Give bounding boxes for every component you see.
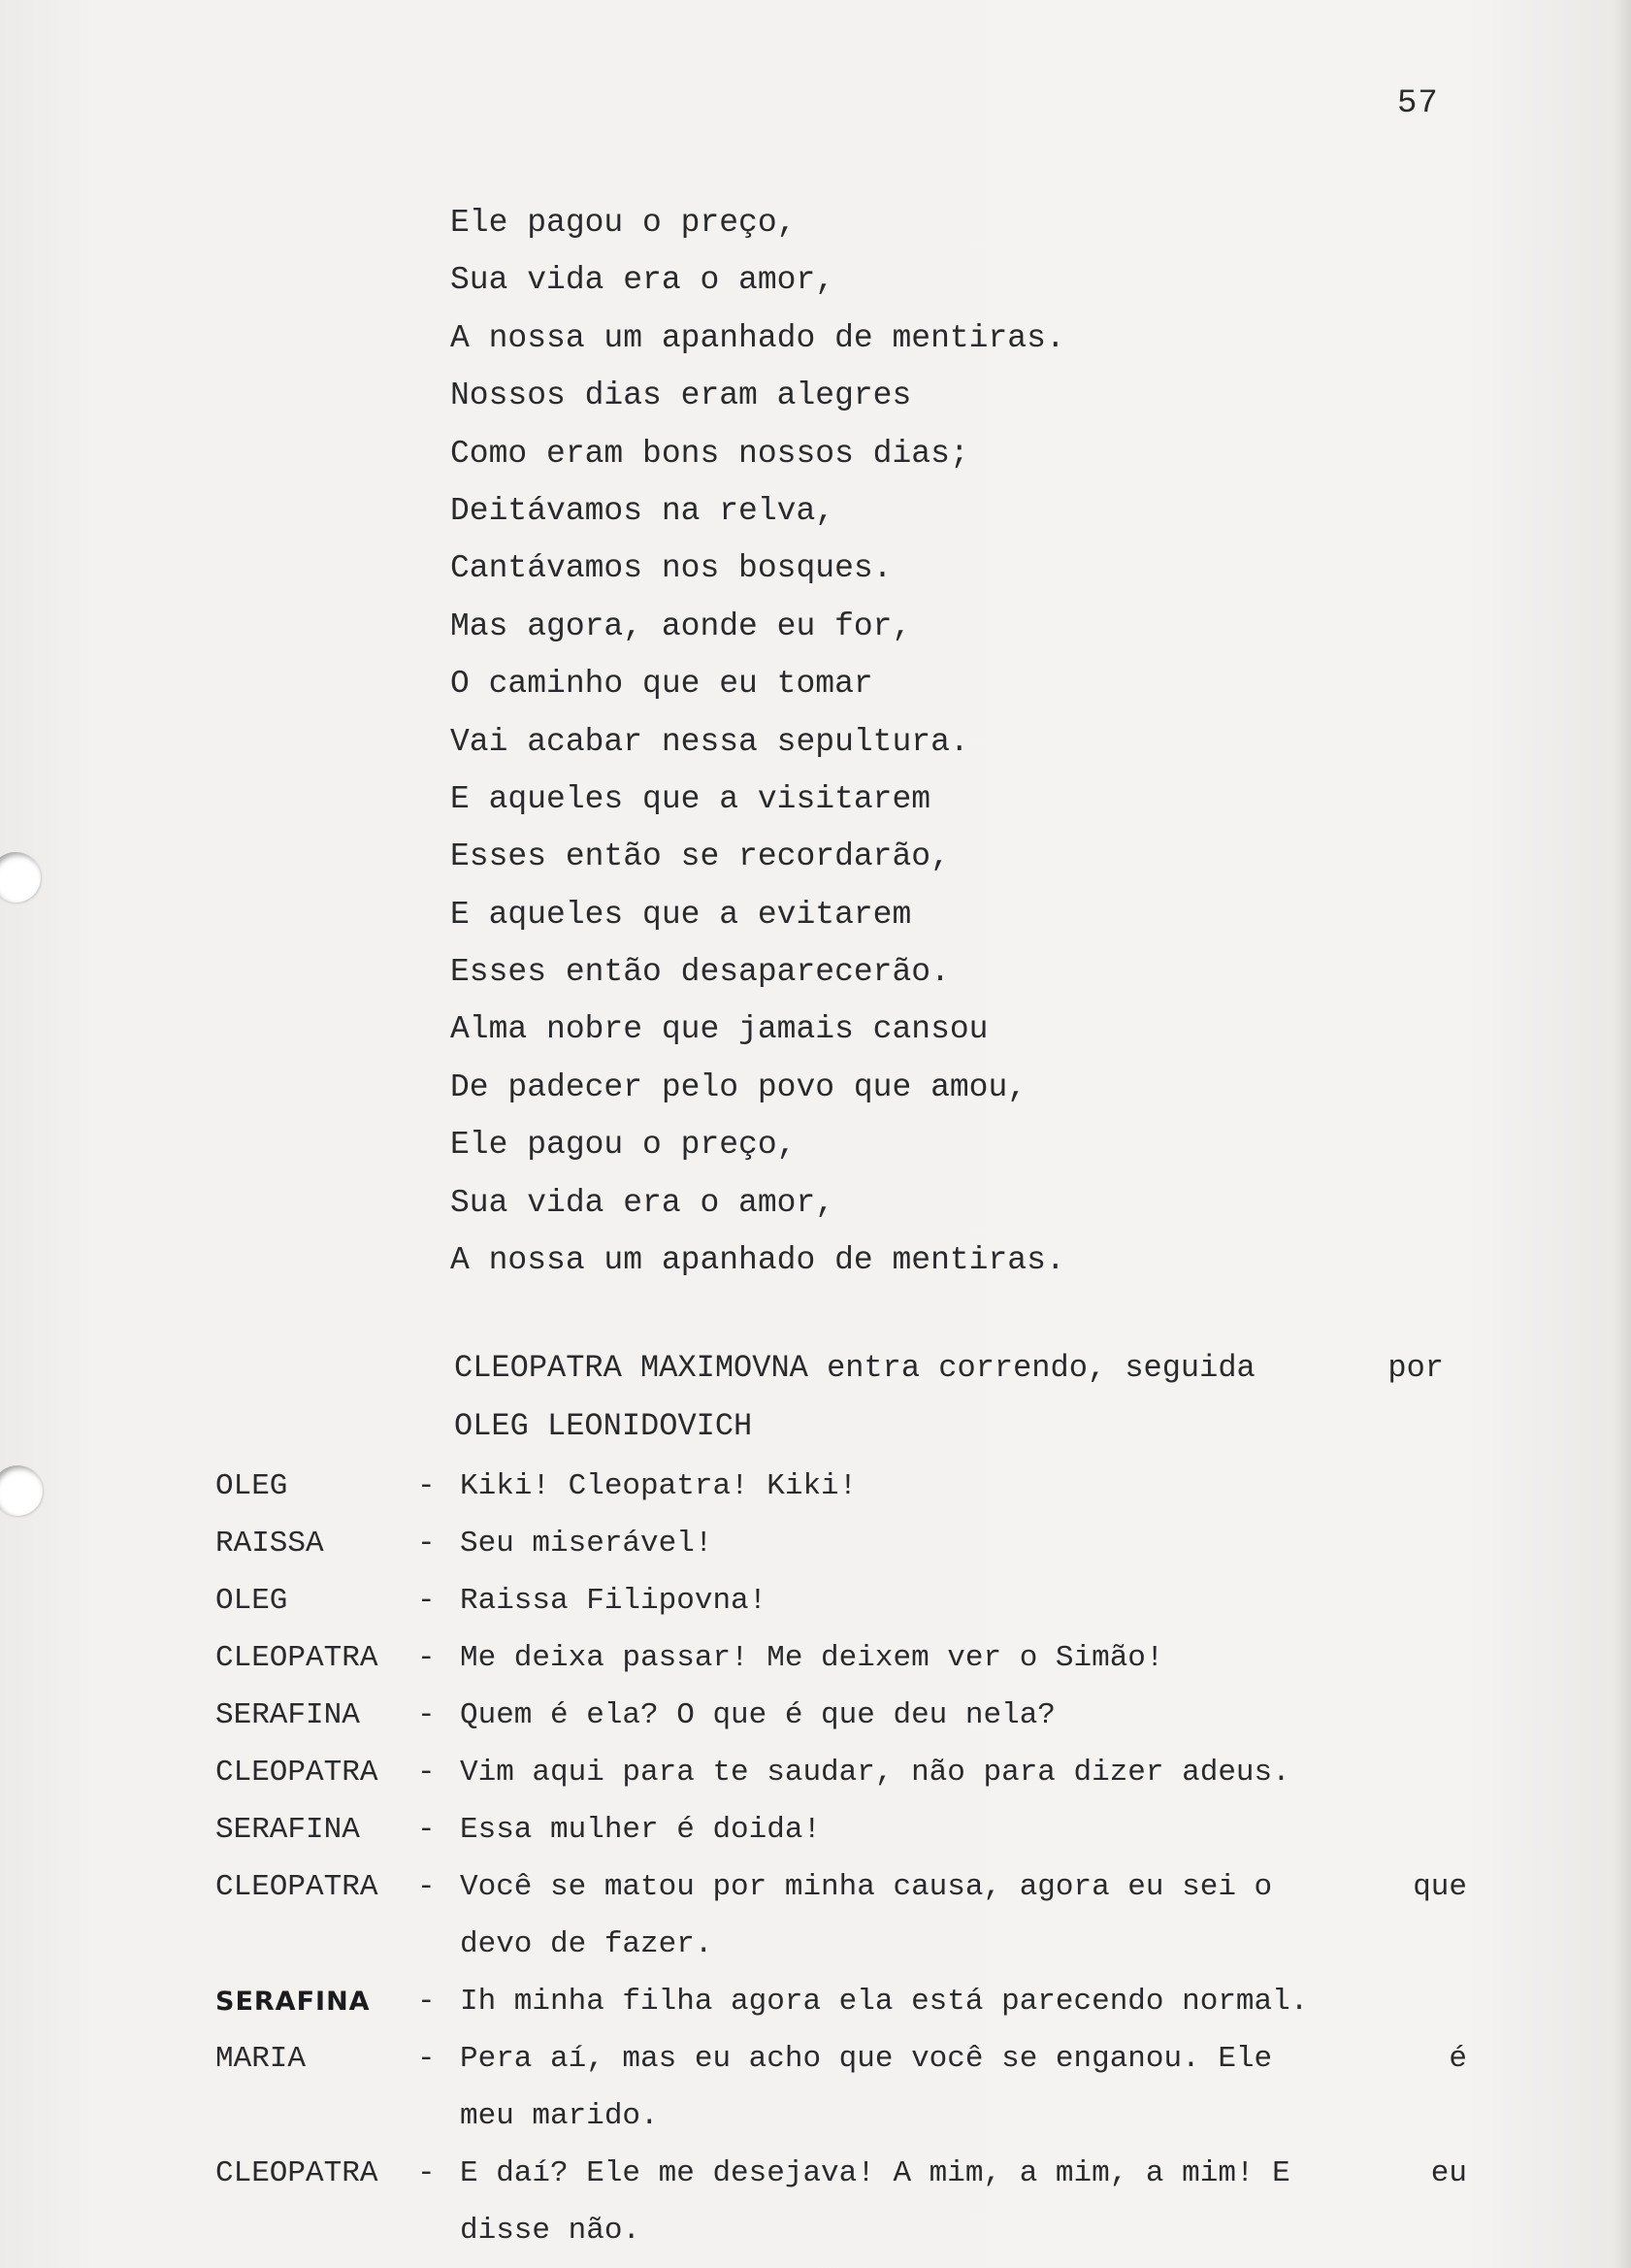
dialogue-turn (215, 1515, 1467, 1572)
speaker-dash: - (417, 1870, 436, 1904)
dialogue-turn (215, 1858, 1467, 1973)
speaker-dash: - (417, 1527, 436, 1561)
stage-direction-text: CLEOPATRA MAXIMOVNA entra correndo, seguida (454, 1350, 1256, 1386)
song-verse (450, 194, 1065, 1289)
speech (460, 1801, 1467, 1858)
speech-line: Raissa Filipovna! (460, 1584, 767, 1618)
speaker-dash: - (417, 1985, 436, 2019)
speaker-name: CLEOPATRA (215, 1870, 378, 1904)
punch-hole-bottom (0, 1465, 43, 1516)
stage-direction-line: OLEG LEONIDOVICH (454, 1408, 753, 1444)
dialogue (215, 1458, 1467, 2259)
speaker-name: OLEG (215, 1469, 288, 1503)
verse-line: O caminho que eu tomar (450, 666, 873, 703)
speech (460, 2030, 1467, 2145)
dialogue-turn (215, 1973, 1467, 2030)
verse-line: A nossa um apanhado de mentiras. (450, 1242, 1065, 1279)
dialogue-turn (215, 1744, 1467, 1801)
dialogue-turn (215, 1458, 1467, 1515)
speech-line (460, 1858, 1467, 1916)
speech-text: é (1449, 2042, 1467, 2076)
speech (460, 2145, 1467, 2259)
stage-direction-line (454, 1339, 1444, 1397)
speaker-name: CLEOPATRA (215, 2156, 378, 2190)
verse-line: Sua vida era o amor, (450, 1184, 835, 1221)
speech-line: Kiki! Cleopatra! Kiki! (460, 1469, 858, 1503)
dialogue-turn (215, 2145, 1467, 2259)
speech-line (460, 2145, 1467, 2202)
speech (460, 1629, 1467, 1687)
verse-line: Sua vida era o amor, (450, 262, 835, 299)
verse-line: Como eram bons nossos dias; (450, 435, 969, 472)
speech-line (460, 2030, 1467, 2087)
speaker-dash: - (417, 1584, 436, 1618)
speaker-name: MARIA (215, 2042, 307, 2076)
speech (460, 1687, 1467, 1744)
speech-line: devo de fazer. (460, 1927, 713, 1961)
speech-line: disse não. (460, 2214, 641, 2248)
verse-line: E aqueles que a visitarem (450, 780, 931, 817)
speech-text: eu (1430, 2156, 1467, 2190)
verse-line: Vai acabar nessa sepultura. (450, 723, 969, 760)
speaker-dash: - (417, 1641, 436, 1675)
speaker-dash: - (417, 2042, 436, 2076)
speaker-name: SERAFINA (215, 1813, 360, 1847)
speech (460, 1858, 1467, 1973)
stage-direction (454, 1339, 1444, 1456)
speech-line: Ih minha filha agora ela está parecendo normal. (460, 1985, 1309, 2019)
speaker-name: RAISSA (215, 1527, 324, 1561)
dialogue-turn (215, 1629, 1467, 1687)
speech-line: Quem é ela? O que é que deu nela? (460, 1698, 1056, 1732)
speech-line: meu marido. (460, 2099, 659, 2133)
dialogue-turn (215, 2030, 1467, 2145)
speaker-name: CLEOPATRA (215, 1641, 378, 1675)
verse-line: Ele pagou o preço, (450, 1127, 797, 1164)
speaker-dash: - (417, 1756, 436, 1790)
dialogue-turn (215, 1801, 1467, 1858)
speaker-dash: - (417, 1813, 436, 1847)
speech-line: Vim aqui para te saudar, não para dizer adeus. (460, 1756, 1290, 1790)
verse-line: Esses então desaparecerão. (450, 954, 950, 991)
dialogue-turn (215, 1572, 1467, 1629)
speaker-name: SERAFINA (215, 1698, 360, 1732)
speech-line: Seu miserável! (460, 1527, 713, 1561)
speaker-name: CLEOPATRA (215, 1756, 378, 1790)
speech-text: Pera aí, mas eu acho que você se enganou. Ele (460, 2042, 1273, 2076)
verse-line: E aqueles que a evitarem (450, 896, 912, 933)
speaker-name: OLEG (215, 1584, 288, 1618)
speaker-dash: - (417, 1469, 436, 1503)
speech (460, 1572, 1467, 1629)
stage-direction-text: por (1387, 1350, 1444, 1386)
speaker-dash: - (417, 1698, 436, 1732)
speaker-name-handwritten: SERAFINA (215, 1987, 371, 2017)
verse-line: Esses então se recordarão, (450, 838, 950, 875)
verse-line: Deitávamos na relva, (450, 492, 835, 529)
speech-text: que (1413, 1870, 1467, 1904)
speech-line: Me deixa passar! Me deixem ver o Simão! (460, 1641, 1164, 1675)
verse-line: De padecer pelo povo que amou, (450, 1068, 1028, 1105)
speech (460, 1515, 1467, 1572)
punch-hole-top (0, 852, 41, 903)
speech-text: Você se matou por minha causa, agora eu sei o (460, 1870, 1273, 1904)
verse-line: Alma nobre que jamais cansou (450, 1011, 989, 1048)
speech-text: E daí? Ele me desejava! A mim, a mim, a mim! E (460, 2156, 1290, 2190)
speech-line: Essa mulher é doida! (460, 1813, 822, 1847)
verse-line: Cantávamos nos bosques. (450, 550, 893, 587)
verse-line: Mas agora, aonde eu for, (450, 608, 912, 644)
verse-line: Nossos dias eram alegres (450, 378, 912, 414)
verse-line: Ele pagou o preço, (450, 205, 797, 241)
page-edge-shadow (1614, 0, 1631, 2268)
speech (460, 1744, 1467, 1801)
dialogue-turn (215, 1687, 1467, 1744)
page-number: 57 (1397, 85, 1439, 122)
speech (460, 1458, 1467, 1515)
speech (460, 1973, 1467, 2030)
speaker-dash: - (417, 2156, 436, 2190)
verse-line: A nossa um apanhado de mentiras. (450, 319, 1065, 356)
